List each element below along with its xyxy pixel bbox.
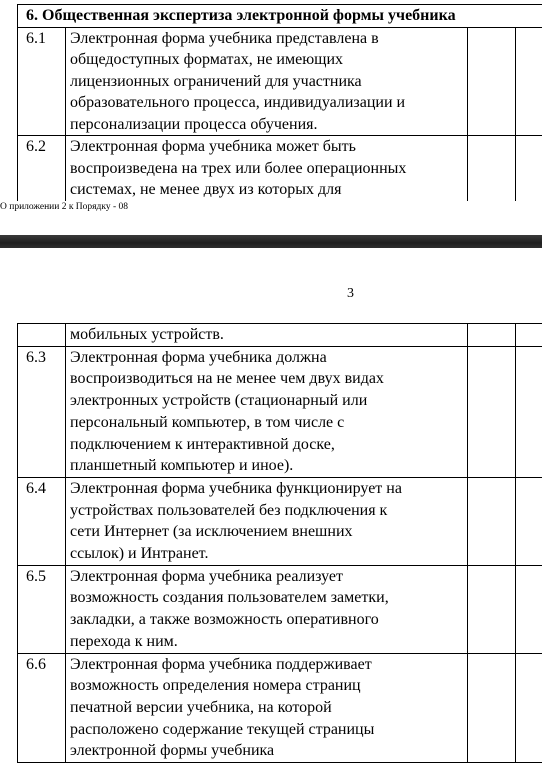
row-number <box>18 324 66 347</box>
text-line: образовательного процесса, индивидуализации и <box>70 92 465 114</box>
text-line: подключением к интерактивной доске, <box>70 434 465 456</box>
empty-cell <box>516 346 542 477</box>
text-line: возможность создания пользователем заметки, <box>70 587 465 609</box>
table-row <box>18 324 542 347</box>
text-line: планшетный компьютер и иное). <box>70 455 465 477</box>
empty-cell <box>468 324 516 347</box>
text-line: Электронная форма учебника должна <box>70 347 465 369</box>
row-number: 6.1 <box>18 27 66 136</box>
table-row <box>18 653 542 763</box>
text-line: перехода к ним. <box>70 631 465 653</box>
empty-cell <box>516 565 542 653</box>
text-line: Электронная форма учебника может быть <box>70 136 465 158</box>
text-line: воспроизведена на трех или более операционных <box>70 158 465 180</box>
row-text <box>66 346 468 477</box>
table-row <box>18 346 542 477</box>
text-line: закладки, а также возможность оперативного <box>70 609 465 631</box>
row-number: 6.4 <box>18 477 66 565</box>
empty-cell <box>468 346 516 477</box>
text-line: лицензионных ограничений для участника <box>70 71 465 93</box>
row-text <box>66 136 468 201</box>
text-line: Электронная форма учебника поддерживает <box>70 654 465 676</box>
text-line: электронных устройств (стационарный или <box>70 390 465 412</box>
row-number: 6.2 <box>18 136 66 201</box>
page-number: 3 <box>347 286 354 302</box>
text-line: расположено содержание текущей страницы <box>70 719 465 741</box>
row-number: 6.3 <box>18 346 66 477</box>
row-text <box>66 477 468 565</box>
table-row <box>18 565 542 653</box>
text-line: устройствах пользователей без подключения к <box>70 500 465 522</box>
text-line: печатной версии учебника, на которой <box>70 697 465 719</box>
text-line: Электронная форма учебника представлена в <box>70 28 465 50</box>
table-row <box>18 27 542 136</box>
text-line: общедоступных форматах, не имеющих <box>70 49 465 71</box>
row-number: 6.5 <box>18 565 66 653</box>
text-line: Электронная форма учебника функционирует на <box>70 478 465 500</box>
text-line: электронной формы учебника <box>70 740 465 762</box>
table-row <box>18 136 542 201</box>
criteria-table-page-2 <box>17 323 542 763</box>
text-line: Электронная форма учебника реализует <box>70 566 465 588</box>
text-line: возможность определения номера страниц <box>70 675 465 697</box>
text-line: сети Интернет (за исключением внешних <box>70 521 465 543</box>
text-line: ссылок) и Интранет. <box>70 543 465 565</box>
text-line: персональный компьютер, в том числе с <box>70 412 465 434</box>
row-number: 6.6 <box>18 653 66 763</box>
empty-cell <box>516 136 542 201</box>
empty-cell <box>468 565 516 653</box>
row-text <box>66 27 468 136</box>
page-separator <box>0 235 542 248</box>
empty-cell <box>516 324 542 347</box>
text-line: воспроизводиться на не менее чем двух видах <box>70 368 465 390</box>
text-line: системах, не менее двух из которых для <box>70 179 465 201</box>
empty-cell <box>516 653 542 763</box>
empty-cell <box>516 27 542 136</box>
footer-note: О приложении 2 к Порядку - 08 <box>0 202 128 212</box>
empty-cell <box>468 27 516 136</box>
empty-cell <box>468 477 516 565</box>
criteria-table-page-1 <box>17 4 542 201</box>
row-text <box>66 653 468 763</box>
empty-cell <box>468 653 516 763</box>
empty-cell <box>516 477 542 565</box>
text-line: персонализации процесса обучения. <box>70 114 465 136</box>
table-row <box>18 477 542 565</box>
section-header-row <box>18 5 542 28</box>
empty-cell <box>468 136 516 201</box>
row-text <box>66 565 468 653</box>
row-text: мобильных устройств. <box>66 324 468 347</box>
section-title: 6. Общественная экспертиза электронной формы учебника <box>18 5 542 28</box>
